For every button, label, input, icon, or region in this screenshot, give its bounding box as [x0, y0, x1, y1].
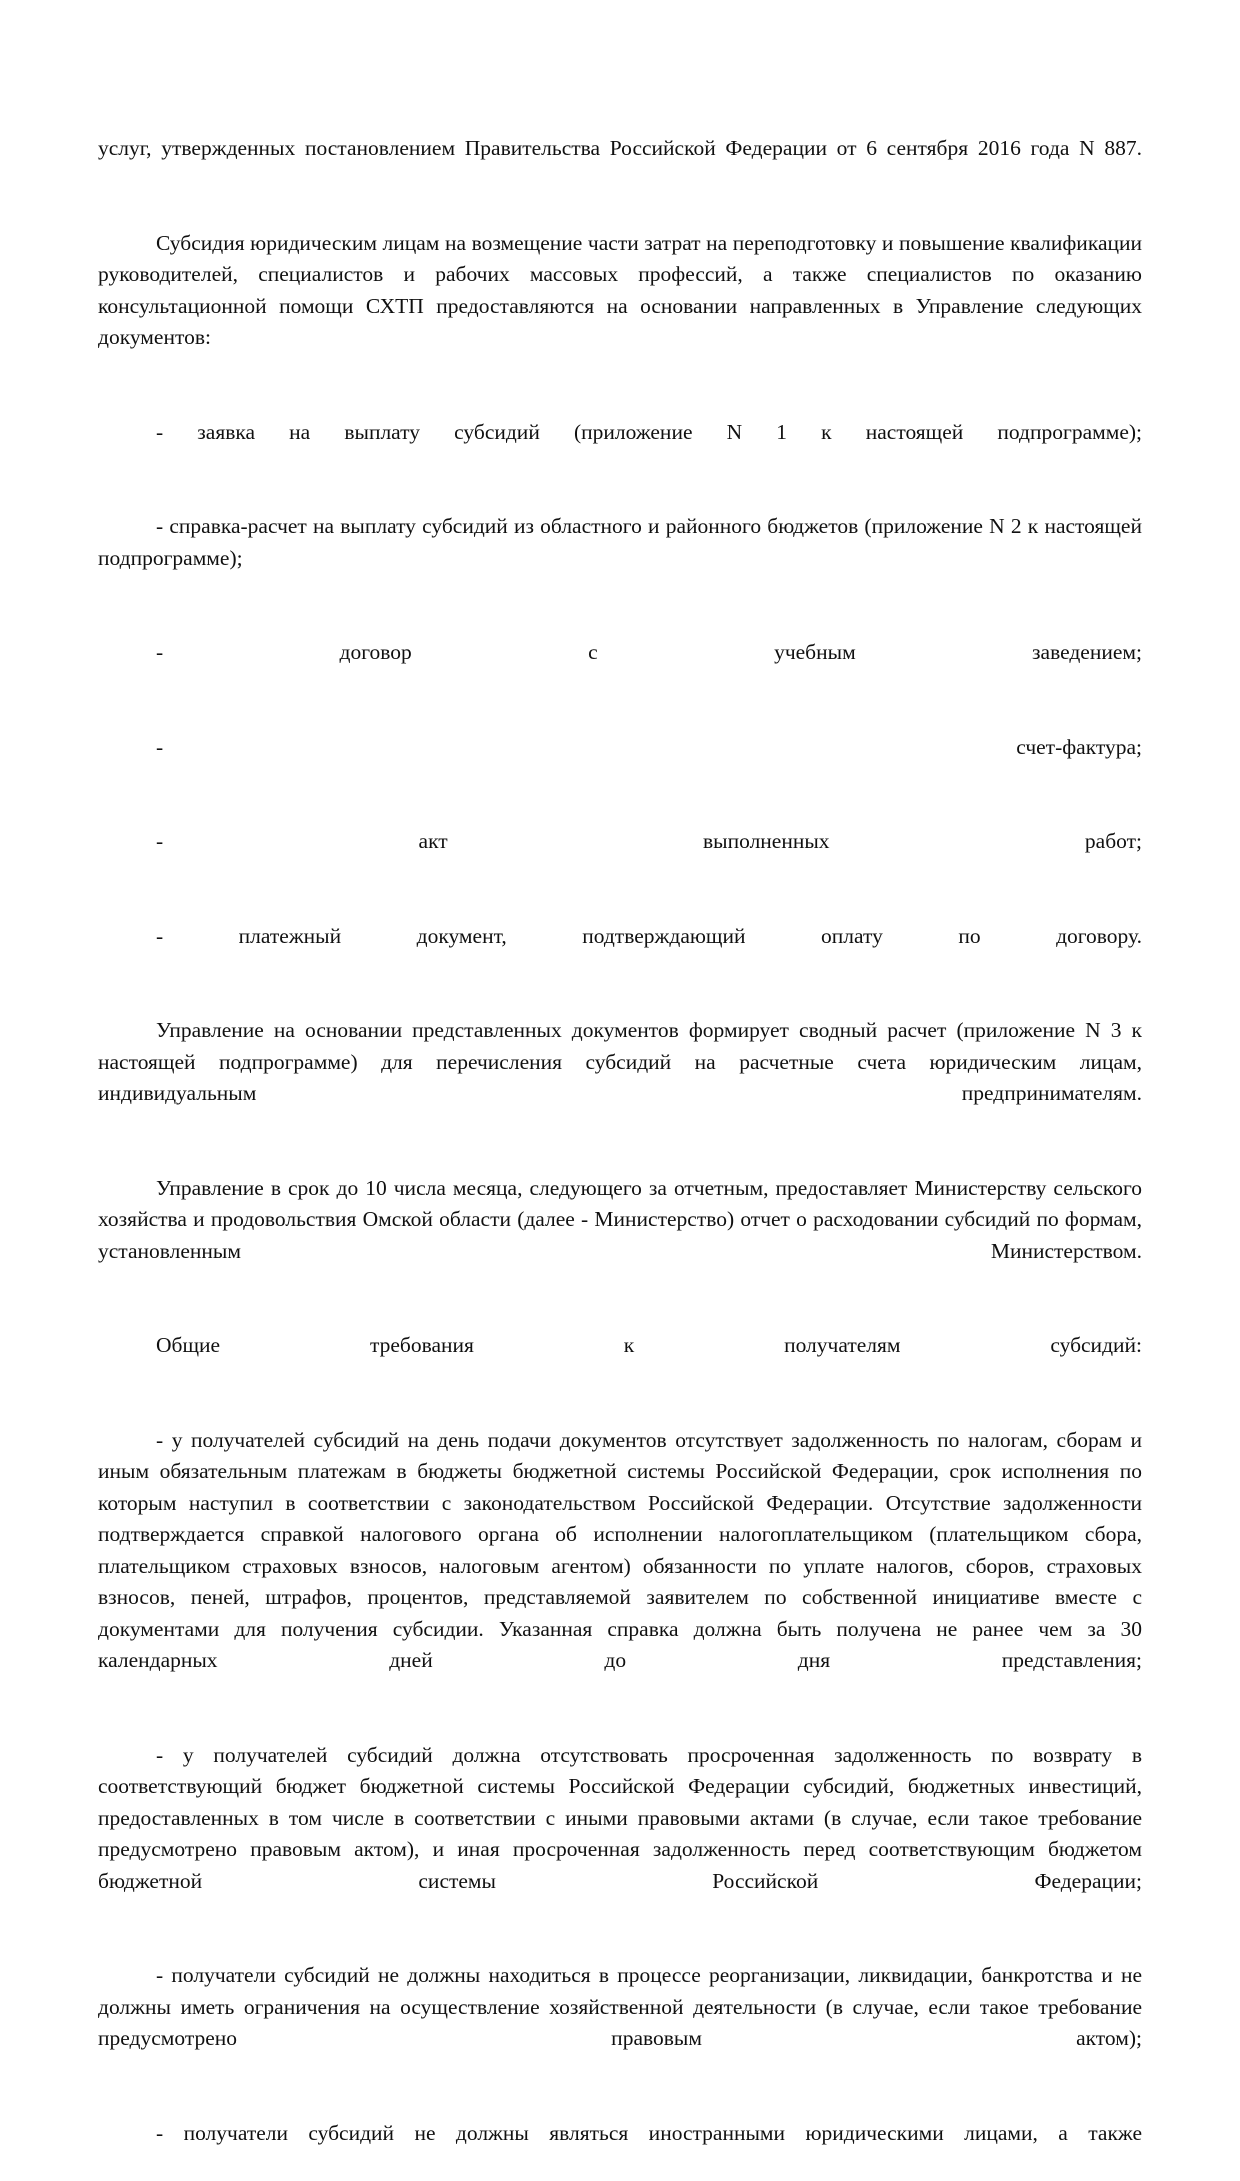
list-item-requirement-4: - получатели субсидий не должны являться иностранными юридическими лицами, а также — [156, 2120, 1142, 2145]
list-item-document-6: - платежный документ, подтверждающий оплату по договору. — [156, 923, 1142, 948]
list-item-document-2: - справка-расчет на выплату субсидий из областного и районного бюджетов (приложение N 2 к настоящей подпрограмме); — [98, 514, 1142, 570]
list-item-requirement-3: - получатели субсидий не должны находиться в процессе реорганизации, ликвидации, банкротства и не должны иметь ограничения на осуществление хозяйственной деятельности (в случае, если такое требование предусмотрено правовым актом); — [98, 1963, 1142, 2050]
paragraph-continuation-887: услуг, утвержденных постановлением Правительства Российской Федерации от 6 сентября 2016 года N 887. — [98, 136, 1142, 160]
paragraph-consolidated-calculation: Управление на основании представленных документов формирует сводный расчет (приложение N 3 к настоящей подпрограмме) для перечисления субсидий на расчетные счета юридическим лицам, индивидуальным предпринимателям. — [98, 1018, 1142, 1105]
paragraph-subsidy-basis: Субсидия юридическим лицам на возмещение части затрат на переподготовку и повышение квалификации руководителей, специалистов и рабочих массовых профессий, а также специалистов по оказанию консультационной помощи СХТП предоставляются на основании направленных в Управление следующих документов: — [98, 230, 1142, 349]
list-item-document-1: - заявка на выплату субсидий (приложение N 1 к настоящей подпрограмме); — [156, 419, 1142, 444]
list-item-document-3: - договор с учебным заведением; — [156, 640, 1142, 664]
list-item-document-4: - счет-фактура; — [156, 734, 1142, 759]
list-item-document-5: - акт выполненных работ; — [156, 829, 1142, 853]
paragraph-general-requirements-heading: Общие требования к получателям субсидий: — [156, 1333, 1142, 1357]
document-text-body — [98, 133, 1142, 2181]
list-item-requirement-1: - у получателей субсидий на день подачи документов отсутствует задолженность по налогам, сборам и иным обязательным платежам в бюджеты бюджетной системы Российской Федерации, срок исполнения по которым наступил в соответствии с законодательством Российской Федерации. Отсутствие задолженности подтверждается справкой налогового органа об исполнении налогоплательщиком (плательщиком сбора, плательщиком страховых взносов, налоговым агентом) обязанности по уплате налогов, сборов, страховых взносов, пеней, штрафов, процентов, представляемой заявителем по собственной инициативе вместе с документами для получения субсидии. Указанная справка должна быть получена не ранее чем за 30 календарных дней до дня представления; — [98, 1427, 1142, 1672]
paragraph-reporting-deadline: Управление в срок до 10 числа месяца, следующего за отчетным, предоставляет Министерству сельского хозяйства и продовольствия Омской области (далее - Министерство) отчет о расходовании субсидий по формам, установленным Министерством. — [98, 1175, 1142, 1263]
list-item-requirement-2: - у получателей субсидий должна отсутствовать просроченная задолженность по возврату в соответствующий бюджет бюджетной системы Российской Федерации субсидий, бюджетных инвестиций, предоставленных в том числе в соответствии с иными правовыми актами (в случае, если такое требование предусмотрено правовым актом), и иная просроченная задолженность перед соответствующим бюджетом бюджетной системы Российской Федерации; — [98, 1742, 1142, 1893]
